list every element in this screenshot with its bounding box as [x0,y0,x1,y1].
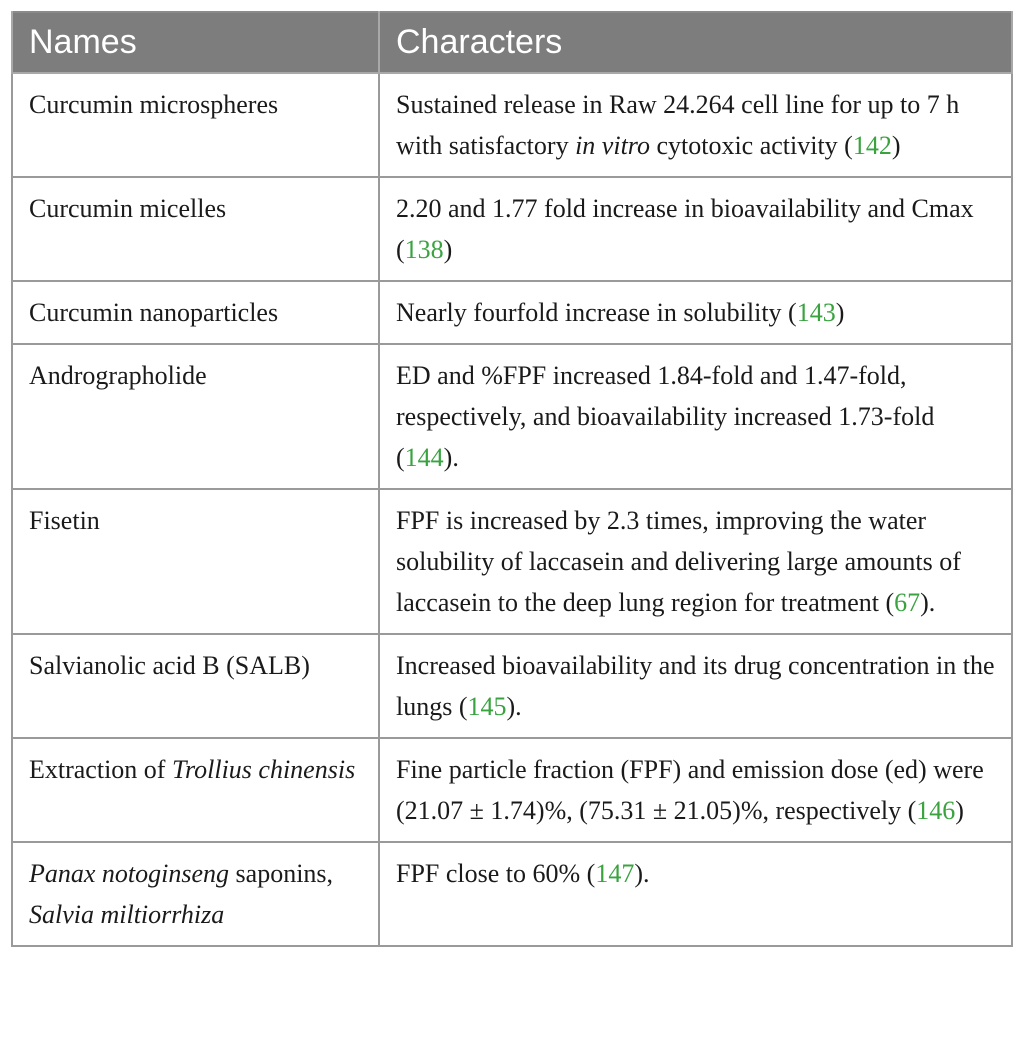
reference-link[interactable]: 138 [404,235,444,264]
table-row [12,73,1012,177]
character-cell [379,738,1012,842]
reference-link[interactable]: 145 [467,692,507,721]
character-cell [379,73,1012,177]
table-row [12,281,1012,344]
character-cell [379,842,1012,946]
header-characters: Characters [379,12,1012,73]
cell-text: Fisetin [29,506,100,535]
header-names: Names [12,12,379,73]
character-cell [379,281,1012,344]
reference-link[interactable]: 147 [595,859,635,888]
cell-text: ED and %FPF increased 1.84-fold and 1.47-fold, respectively, and bioavailability increased 1.73-fold ( [396,361,935,472]
cell-text: Fine particle fraction (FPF) and emission dose (ed) were (21.07 ± 1.74)%, (75.31 ± 21.05)%, respectively ( [396,755,984,825]
cell-text: ). [443,443,459,472]
table-row [12,489,1012,634]
italic-text: Panax notoginseng [29,859,230,888]
table-row [12,738,1012,842]
cell-text: Curcumin micelles [29,194,227,223]
cell-text: cytotoxic activity ( [649,131,853,160]
italic-text: Trollius chinensis [171,755,356,784]
cell-text: ) [443,235,453,264]
reference-link[interactable]: 67 [894,588,921,617]
italic-text: in vitro [575,131,650,160]
cell-text: saponins, [229,859,334,888]
table-row [12,344,1012,489]
cell-text: ) [891,131,901,160]
character-cell [379,489,1012,634]
cell-text: Sustained release in Raw 24.264 cell line for up to 7 h with satisfactory [396,90,960,160]
cell-text: Andrographolide [29,361,207,390]
table-header-row [12,12,1012,73]
cell-text: ). [920,588,936,617]
table-row [12,177,1012,281]
cell-text: 2.20 and 1.77 fold increase in bioavailability and Cmax ( [396,194,974,264]
character-cell [379,177,1012,281]
cell-text: ). [506,692,522,721]
cell-text: Extraction of [29,755,172,784]
reference-link[interactable]: 142 [852,131,892,160]
cell-text: Curcumin microspheres [29,90,279,119]
name-cell [12,344,379,489]
name-cell [12,489,379,634]
reference-link[interactable]: 144 [404,443,444,472]
reference-link[interactable]: 143 [796,298,836,327]
name-cell [12,177,379,281]
name-cell [12,634,379,738]
cell-text: FPF is increased by 2.3 times, improving the water solubility of laccasein and delivering large amounts of laccasein to the deep lung region for treatment ( [396,506,961,617]
character-cell [379,344,1012,489]
name-cell [12,842,379,946]
cell-text: ) [835,298,845,327]
table-row [12,634,1012,738]
table-row [12,842,1012,946]
cell-text: Salvianolic acid B (SALB) [29,651,310,680]
cell-text: FPF close to 60% ( [396,859,596,888]
data-table [11,11,1013,947]
name-cell [12,73,379,177]
name-cell [12,738,379,842]
cell-text: Increased bioavailability and its drug concentration in the lungs ( [396,651,995,721]
character-cell [379,634,1012,738]
reference-link[interactable]: 146 [916,796,956,825]
cell-text: Nearly fourfold increase in solubility ( [396,298,797,327]
cell-text: Curcumin nanoparticles [29,298,279,327]
cell-text: ). [634,859,650,888]
name-cell [12,281,379,344]
cell-text: ) [955,796,964,825]
italic-text: Salvia miltiorrhiza [29,900,225,929]
